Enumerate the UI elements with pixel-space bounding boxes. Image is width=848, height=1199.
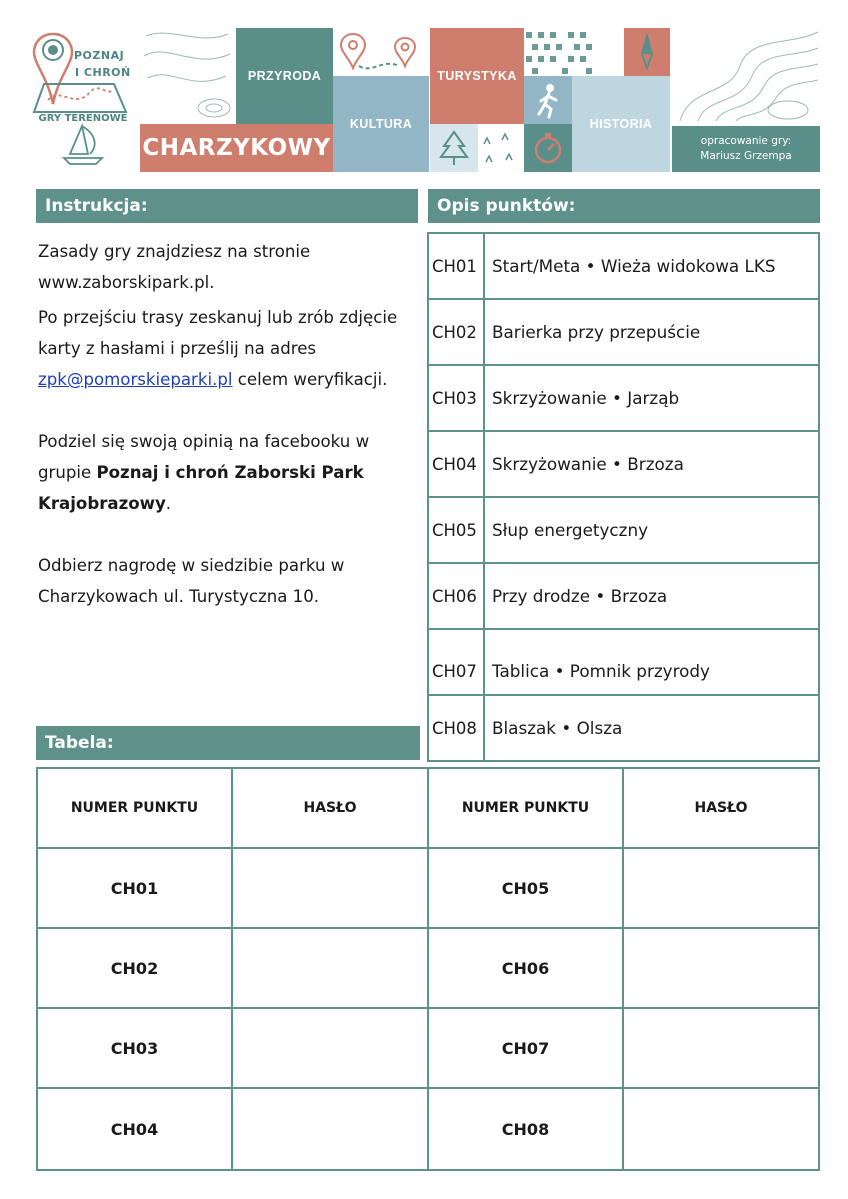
password-cell[interactable] — [624, 1089, 818, 1169]
password-cell[interactable] — [233, 1089, 427, 1169]
credits-author: Mariusz Grzempa — [700, 150, 792, 162]
submit-tail: celem weryfikacji. — [232, 370, 388, 389]
point-id: CH02 — [429, 300, 485, 364]
point-number-cell: CH05 — [429, 849, 624, 927]
logo-title-line2: I CHROŃ — [75, 66, 131, 79]
password-cell[interactable] — [624, 1009, 818, 1087]
point-number-cell: CH02 — [38, 929, 233, 1007]
point-row — [429, 498, 818, 564]
game-credits — [672, 126, 820, 172]
column-header-number: NUMER PUNKTU — [38, 769, 233, 847]
point-number-cell: CH08 — [429, 1089, 624, 1169]
instructions-submit — [38, 302, 422, 395]
answer-table-left — [36, 767, 429, 1171]
point-row — [429, 564, 818, 630]
column-header-password: HASŁO — [694, 800, 748, 816]
logo-title-line1: POZNAJ — [74, 49, 125, 62]
point-description: Przy drodze • Brzoza — [492, 586, 668, 606]
instructions-body — [38, 236, 422, 612]
point-number-cell: CH07 — [429, 1009, 624, 1087]
point-number-cell: CH06 — [429, 929, 624, 1007]
answer-table-right — [427, 767, 820, 1171]
point-row — [429, 432, 818, 498]
point-id: CH08 — [429, 696, 485, 760]
point-id: CH05 — [429, 498, 485, 562]
needle-tile — [624, 28, 670, 76]
compass-icon — [524, 124, 572, 172]
point-id: CH04 — [429, 432, 485, 496]
point-description: Skrzyżowanie • Brzoza — [492, 454, 684, 474]
point-row — [429, 366, 818, 432]
column-header-number: NUMER PUNKTU — [429, 769, 624, 847]
column-header-password: HASŁO — [303, 800, 357, 816]
password-cell[interactable] — [233, 849, 427, 927]
share-tail: . — [165, 494, 172, 513]
contour-pattern-left — [140, 26, 236, 124]
password-cell[interactable] — [233, 929, 427, 1007]
checker-pattern — [524, 28, 624, 76]
point-description: Skrzyżowanie • Jarząb — [492, 388, 680, 408]
point-row — [429, 300, 818, 366]
tile-przyroda — [236, 28, 333, 124]
prize-text: Odbierz nagrodę w siedzibie parku w Charzykowach ul. Turystyczna 10. — [38, 556, 345, 606]
compass-tile — [524, 124, 572, 172]
point-row — [429, 696, 818, 760]
point-id: CH06 — [429, 564, 485, 628]
point-description: Start/Meta • Wieża widokowa LKS — [492, 256, 776, 276]
credits-label: opracowanie gry: — [700, 135, 792, 147]
points-heading: Opis punktów: — [428, 189, 820, 223]
instructions-rules — [38, 236, 422, 298]
table-row — [38, 1089, 427, 1169]
logo-subtitle: GRY TERENOWE — [38, 113, 128, 124]
points-table — [427, 232, 820, 762]
tile-kultura-label: KULTURA — [349, 117, 413, 131]
tile-turystyka-label: TURYSTYKA — [437, 69, 517, 83]
tile-historia — [572, 76, 670, 172]
password-cell[interactable] — [624, 929, 818, 1007]
table-row — [38, 1009, 427, 1089]
location-tile — [140, 124, 333, 172]
table-row — [429, 929, 818, 1009]
compass-needle-icon — [624, 28, 670, 76]
point-number-cell: CH03 — [38, 1009, 233, 1087]
share-group-name: Poznaj i chroń Zaborski Park Krajobrazowy — [38, 463, 364, 513]
table-row — [429, 849, 818, 929]
point-description: Blaszak • Olsza — [492, 718, 623, 738]
header — [0, 0, 848, 180]
hiker-tile — [524, 76, 572, 124]
share-text: Podziel się swoją opinią na facebooku w grupie — [38, 432, 370, 482]
point-id: CH03 — [429, 366, 485, 430]
submit-text: Po przejściu trasy zeskanuj lub zrób zdjęcie karty z hasłami i prześlij na adres — [38, 308, 398, 358]
password-cell[interactable] — [624, 849, 818, 927]
point-id: CH07 — [429, 630, 485, 694]
game-logo — [30, 26, 135, 174]
password-cell[interactable] — [233, 1009, 427, 1087]
point-row — [429, 234, 818, 300]
instructions-prize — [38, 550, 422, 612]
contour-pattern-right — [670, 26, 822, 126]
email-link[interactable]: zpk@pomorskieparki.pl — [38, 370, 233, 389]
location-name: CHARZYKOWY — [142, 135, 331, 161]
hiker-icon — [524, 76, 572, 124]
tile-kultura — [333, 76, 429, 172]
point-description: Barierka przy przepuście — [492, 322, 701, 342]
point-description: Słup energetyczny — [492, 520, 649, 540]
grass-pattern-icon — [478, 124, 524, 172]
table-heading: Tabela: — [36, 726, 420, 760]
table-row — [38, 929, 427, 1009]
tile-turystyka — [430, 28, 524, 124]
point-id: CH01 — [429, 234, 485, 298]
table-header-row — [38, 769, 427, 849]
tile-historia-label: HISTORIA — [589, 117, 653, 131]
point-number-cell: CH04 — [38, 1089, 233, 1169]
instructions-heading: Instrukcja: — [36, 189, 418, 223]
table-row — [429, 1089, 818, 1169]
point-number-cell: CH01 — [38, 849, 233, 927]
table-row — [429, 1009, 818, 1089]
point-row — [429, 630, 818, 696]
trail-pins-icon — [333, 28, 429, 76]
point-description: Tablica • Pomnik przyrody — [492, 661, 710, 681]
tree-icon — [430, 124, 478, 172]
instructions-share — [38, 426, 422, 519]
table-header-row — [429, 769, 818, 849]
tree-tile — [430, 124, 478, 172]
table-row — [38, 849, 427, 929]
rules-text: Zasady gry znajdziesz na stronie www.zaborskipark.pl. — [38, 242, 311, 292]
tile-przyroda-label: PRZYRODA — [247, 69, 322, 83]
